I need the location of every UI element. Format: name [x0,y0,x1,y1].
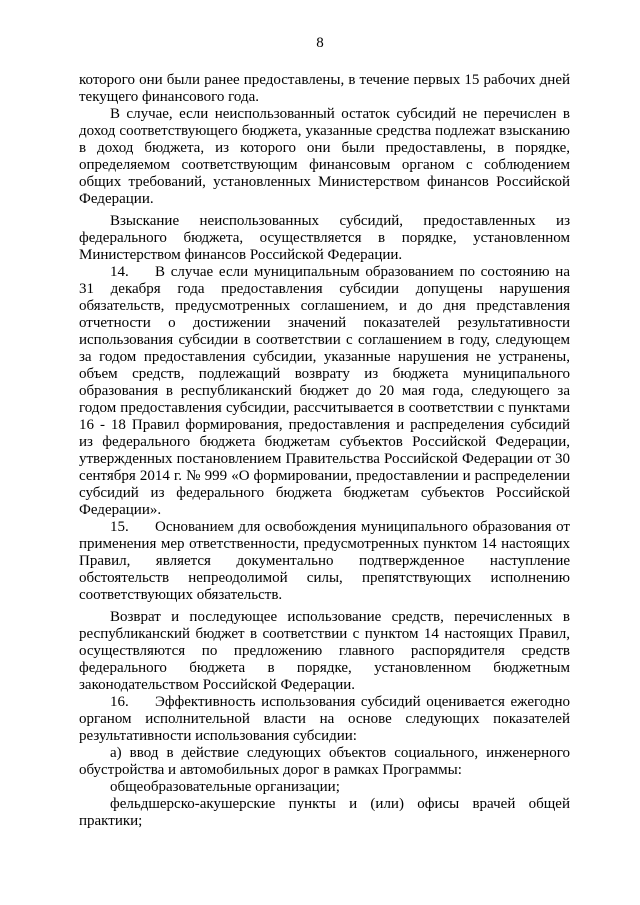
paragraph-text: Основанием для освобождения муниципального образования от применения мер ответственности, предусмотренных пунктом 14 настоящих Правил, является документально подтвержденное наступление обстоятельств непреодолимой силы, препятствующих исполнению соответствующих обязательств. [79,519,570,603]
paragraph-text: В случае если муниципальным образованием по состоянию на 31 декабря года предоставления субсидии допущены нарушения обязательств, предусмотренных соглашением, и до дня представления отчетности о достижении значений показателей результативности использования субсидии в соответствии с соглашением в году, следующем за годом предоставления субсидии, указанные нарушения не устранены, объем средств, подлежащий возврату из бюджета муниципального образования в республиканский бюджет до 20 мая года, следующего за годом предоставления субсидии, рассчитывается в соответствии с пунктами 16 - 18 Правил формирования, предоставления и распределения субсидий из федерального бюджета бюджетам субъектов Российской Федерации, утвержденных постановлением Правительства Российской Федерации от 30 сентября 2014 г. № 999 «О формировании, предоставлении и распределении субсидий из федерального бюджета бюджетам субъектов Российской Федерации». [79,264,570,518]
paragraph: Возврат и последующее использование средств, перечисленных в республиканский бюджет в соответствии с пунктом 14 настоящих Правил, осуществляются по предложению главного распорядителя средств федерального бюджета в порядке, установленном бюджетным законодательством Российской Федерации. [79,609,570,693]
paragraph: В случае, если неиспользованный остаток субсидий не перечислен в доход соответствующего бюджета, указанные средства подлежат взысканию в доход бюджета, из которого они были предоставлены, в порядке, определяемом соответствующим финансовым органом с соблюдением общих требований, установленных Министерством финансов Российской Федерации. [79,106,570,207]
numbered-paragraph-16 [79,694,570,745]
numbered-paragraph-15 [79,519,570,604]
page-number: 8 [316,35,324,51]
list-item: а) ввод в действие следующих объектов социального, инженерного обустройства и автомобильных дорог в рамках Программы: [79,745,570,778]
paragraph: которого они были ранее предоставлены, в течение первых 15 рабочих дней текущего финансового года. [79,72,570,105]
list-item: фельдшерско-акушерские пункты и (или) офисы врачей общей практики; [79,796,570,829]
document-body [79,72,570,830]
numbered-paragraph-14 [79,264,570,519]
paragraph-text: Эффективность использования субсидий оценивается ежегодно органом исполнительной власти на основе следующих показателей результативности использования субсидии: [79,694,570,744]
paragraph-number: 14. [110,264,129,280]
paragraph-number: 16. [110,694,129,710]
paragraph: Взыскание неиспользованных субсидий, предоставленных из федерального бюджета, осуществляется в порядке, установленном Министерством финансов Российской Федерации. [79,213,570,263]
list-item: общеобразовательные организации; [110,779,340,795]
paragraph-number: 15. [110,519,129,535]
